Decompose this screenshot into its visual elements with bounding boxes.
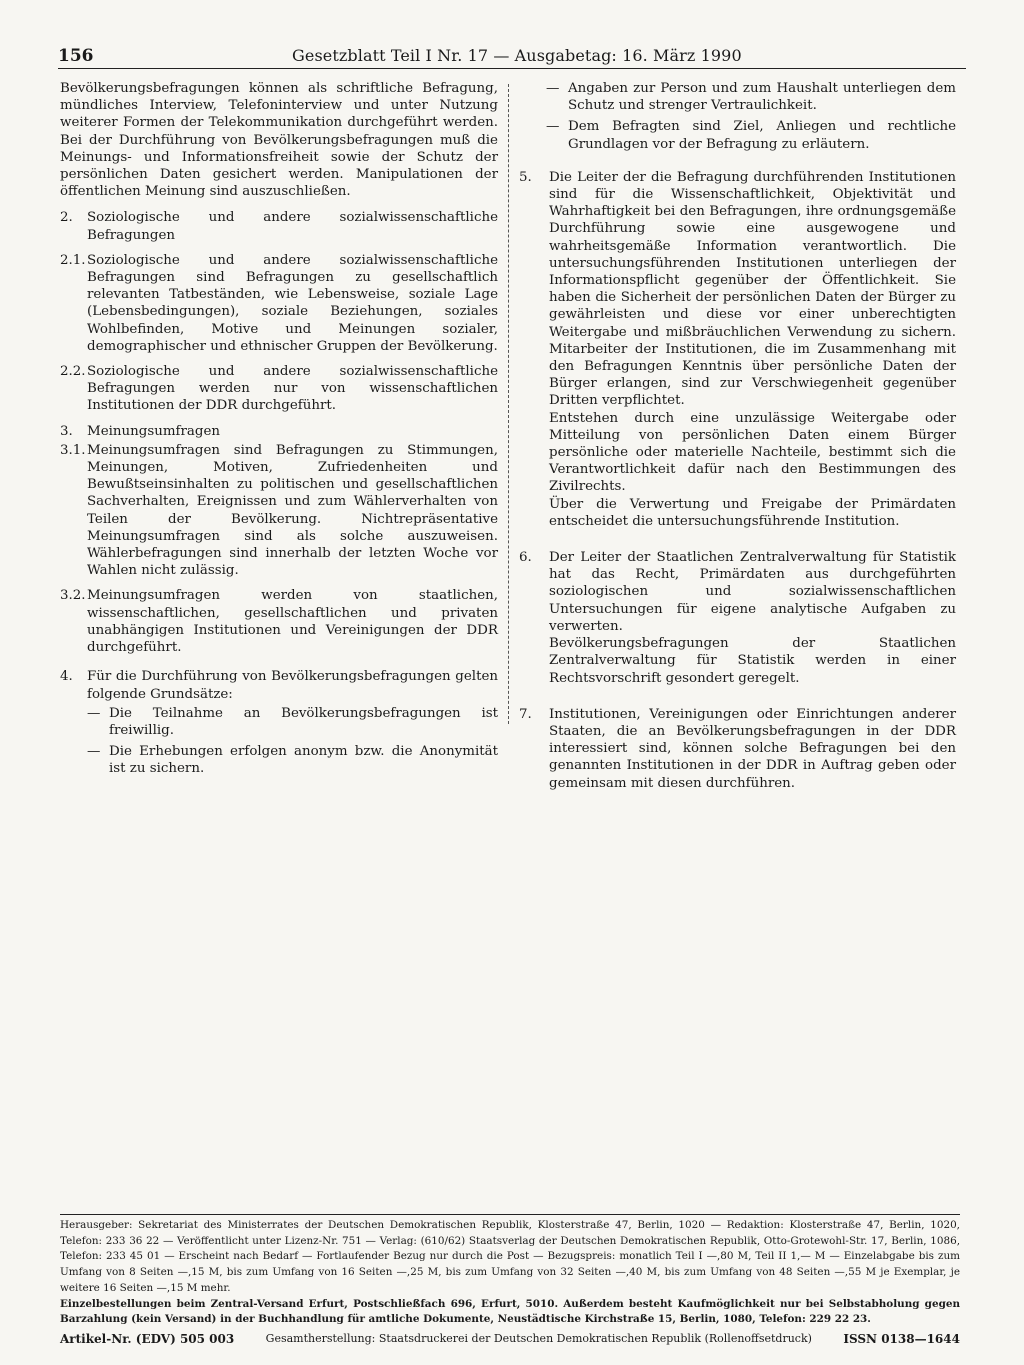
bullet-text: Die Erhebungen erfolgen anonym bzw. die Anonymität ist zu sichern. [109, 744, 498, 777]
footer-rule [60, 1214, 960, 1215]
section-text: Der Leiter der Staatlichen Zentralverwaltung für Statistik hat das Recht, Primärdaten aus durchgeführten soziologischen und sozialwissenschaftlichen Untersuchungen für eigene analytische Aufgaben zu verwerten. [549, 550, 956, 634]
running-head: Gesetzblatt Teil I Nr. 17 — Ausgabetag: 16. März 1990 [292, 46, 742, 65]
section-3 [60, 423, 498, 440]
section-text: Meinungsumfragen sind Befragungen zu Stimmungen, Meinungen, Motiven, Zufriedenheiten und Bewußtseinsinhalten zu politischen und gesellschaftlichen Sachverhalten, Ereignissen und zum Wählerverhalten von Teilen der Bevölkerung. Nichtrepräsentative Meinungsumfragen sind als solche auszuweisen. Wählerbefragungen sind innerhalb der letzten Woche vor Wahlen nicht zulässig. [87, 442, 498, 579]
section-number: 2.2. [60, 364, 86, 380]
section-6 [519, 549, 956, 687]
section-3-2 [60, 587, 498, 656]
section-title: Meinungsumfragen [87, 423, 221, 439]
bullet-text: Die Teilnahme an Bevölkerungsbefragungen ist freiwillig. [109, 705, 498, 738]
right-column [519, 80, 956, 811]
section-text: Über die Verwertung und Freigabe der Primärdaten entscheidet die untersuchungsführende Institution. [549, 496, 956, 529]
section-4 [60, 668, 498, 702]
section-5 [519, 169, 956, 530]
section-7 [519, 706, 956, 792]
section-body [549, 169, 956, 530]
section-body [549, 549, 956, 687]
section-number: 2. [60, 210, 73, 226]
section-number: 4. [60, 669, 73, 685]
bullet-item [546, 118, 956, 152]
bullet-item [546, 80, 956, 114]
column-divider [508, 84, 509, 724]
printer-credit: Gesamtherstellung: Staatsdruckerei der Deutschen Demokratischen Republik (Rollenoffsetdruck) [265, 1332, 812, 1345]
section-text: Soziologische und andere sozialwissenschaftliche Befragungen sind Befragungen zu gesellschaftlich relevanten Tatbeständen, wie Lebensweise, soziale Lage (Lebensbedingungen), soziale Beziehungen, soziales Wohlbefinden, Motive und Meinungen sozialer, demographischer und ethnischer Gruppen der Bevölkerung. [87, 252, 498, 354]
section-2-1 [60, 252, 498, 355]
section-number: 3. [60, 423, 73, 439]
section-4-bullets [87, 705, 498, 778]
section-text: Soziologische und andere sozialwissenschaftliche Befragungen werden nur von wissenschaftlichen Institutionen der DDR durchgeführt. [87, 364, 498, 414]
page-number: 156 [58, 46, 94, 66]
dash-marker: — [546, 119, 560, 135]
bullet-item [87, 743, 498, 777]
section-3-1 [60, 442, 498, 580]
orders-text: Einzelbestellungen beim Zentral-Versand Erfurt, Postschließfach 696, Erfurt, 5010. Außerdem besteht Kaufmöglichkeit nur bei Selbstabholung gegen Barzahlung (kein Versand) in der Buchhandlung für amtliche Dokumente, Neustädtische Kirchstraße 15, Berlin, 1080, Telefon: 229 22 23. [60, 1297, 960, 1326]
dash-marker: — [87, 705, 101, 721]
dash-marker: — [87, 744, 101, 760]
section-text: Die Leiter der die Befragung durchführenden Institutionen sind für die Wissenschaftlichkeit, Objektivität und Wahrhaftigkeit bei den Befragungen, ihre ordnungsgemäße Durchführung sowie eine ausgewogene und wahrheitsgemäße Information verantwortlich. Die untersuchungsführenden Institutionen unterliegen der Informationspflicht gegenüber der Öffentlichkeit. Sie haben die Sicherheit der persönlichen Daten der Bürger zu gewährleisten und diese vor einer unberechtigten Weitergabe und mißbräuchlichen Verwendung zu sichern. Mitarbeiter der Institutionen, die im Zusammenhang mit den Befragungen Kenntnis über persönliche Daten der Bürger erlangen, sind zur Verschwiegenheit gegenüber Dritten verpflichtet. [549, 169, 956, 409]
section-2-2 [60, 363, 498, 415]
section-text: Entstehen durch eine unzulässige Weitergabe oder Mitteilung von persönlichen Daten einem Bürger persönliche oder materielle Nachteile, bestimmt sich die Verantwortlichkeit dafür nach den Bestimmungen des Zivilrechts. [549, 410, 956, 495]
section-number: 7. [519, 706, 532, 722]
intro-paragraph: Bevölkerungsbefragungen können als schriftliche Befragung, mündliches Interview, Telefoninterview und unter Nutzung weiterer Formen der Telekommunikation durchgeführt werden. Bei der Durchführung von Bevölkerungsbefragungen muß die Meinungs- und Informationsfreiheit sowie der Schutz der persönlichen Daten gesichert werden. Manipulationen der öffentlichen Meinung sind auszuschließen. [60, 81, 498, 200]
left-column [60, 80, 498, 782]
footer-imprint [60, 1218, 960, 1328]
bullet-text: Dem Befragten sind Ziel, Anliegen und rechtliche Grundlagen vor der Befragung zu erläutern. [568, 119, 956, 152]
dash-marker: — [546, 81, 560, 96]
footer-bottom-line [60, 1332, 960, 1346]
section-2 [60, 209, 498, 243]
bullet-item [87, 705, 498, 739]
issn: ISSN 0138—1644 [843, 1332, 960, 1346]
header-rule [58, 68, 966, 69]
section-text: Institutionen, Vereinigungen oder Einrichtungen anderer Staaten, die an Bevölkerungsbefragungen in der DDR interessiert sind, können solche Befragungen bei den genannten Institutionen in der DDR in Auftrag geben oder gemeinsam mit diesen durchführen. [549, 706, 956, 791]
section-text: Für die Durchführung von Bevölkerungsbefragungen gelten folgende Grundsätze: [87, 669, 498, 702]
section-number: 6. [519, 550, 532, 566]
article-number: Artikel-Nr. (EDV) 505 003 [60, 1332, 235, 1346]
section-number: 3.2. [60, 588, 86, 604]
imprint-text: Herausgeber: Sekretariat des Ministerrates der Deutschen Demokratischen Republik, Klosterstraße 47, Berlin, 1020 — Redaktion: Klosterstraße 47, Berlin, 1020, Telefon: 233 36 22 — Veröffentlicht unter Lizenz-Nr. 751 — Verlag: (610/62) Staatsverlag der Deutschen Demokratischen Republik, Otto-Grotewohl-Str. 17, Berlin, 1086, Telefon: 233 45 01 — Erscheint nach Bedarf — Fortlaufender Bezug nur durch die Post — Bezugspreis: monatlich Teil I —,80 M, Teil II 1,— M — Einzelabgabe bis zum Umfang von 8 Seiten —,15 M, bis zum Umfang von 16 Seiten —,25 M, bis zum Umfang von 32 Seiten —,40 M, bis zum Umfang von 48 Seiten —,55 M je Exemplar, je weitere 16 Seiten —,15 M mehr. [60, 1219, 960, 1294]
section-text: Bevölkerungsbefragungen der Staatlichen Zentralverwaltung für Statistik werden in einer Rechtsvorschrift gesondert geregelt. [549, 636, 956, 686]
section-text: Meinungsumfragen werden von staatlichen, wissenschaftlichen, gesellschaftlichen und privaten unabhängigen Institutionen und Vereinigungen der DDR durchgeführt. [87, 588, 498, 656]
bullet-text: Angaben zur Person und zum Haushalt unterliegen dem Schutz und strenger Vertraulichkeit. [568, 81, 956, 114]
section-number: 3.1. [60, 442, 86, 458]
section-number: 2.1. [60, 252, 86, 268]
section-title: Soziologische und andere sozialwissenschaftliche Befragungen [87, 210, 498, 243]
bullets-continued [546, 80, 956, 153]
section-number: 5. [519, 169, 532, 185]
